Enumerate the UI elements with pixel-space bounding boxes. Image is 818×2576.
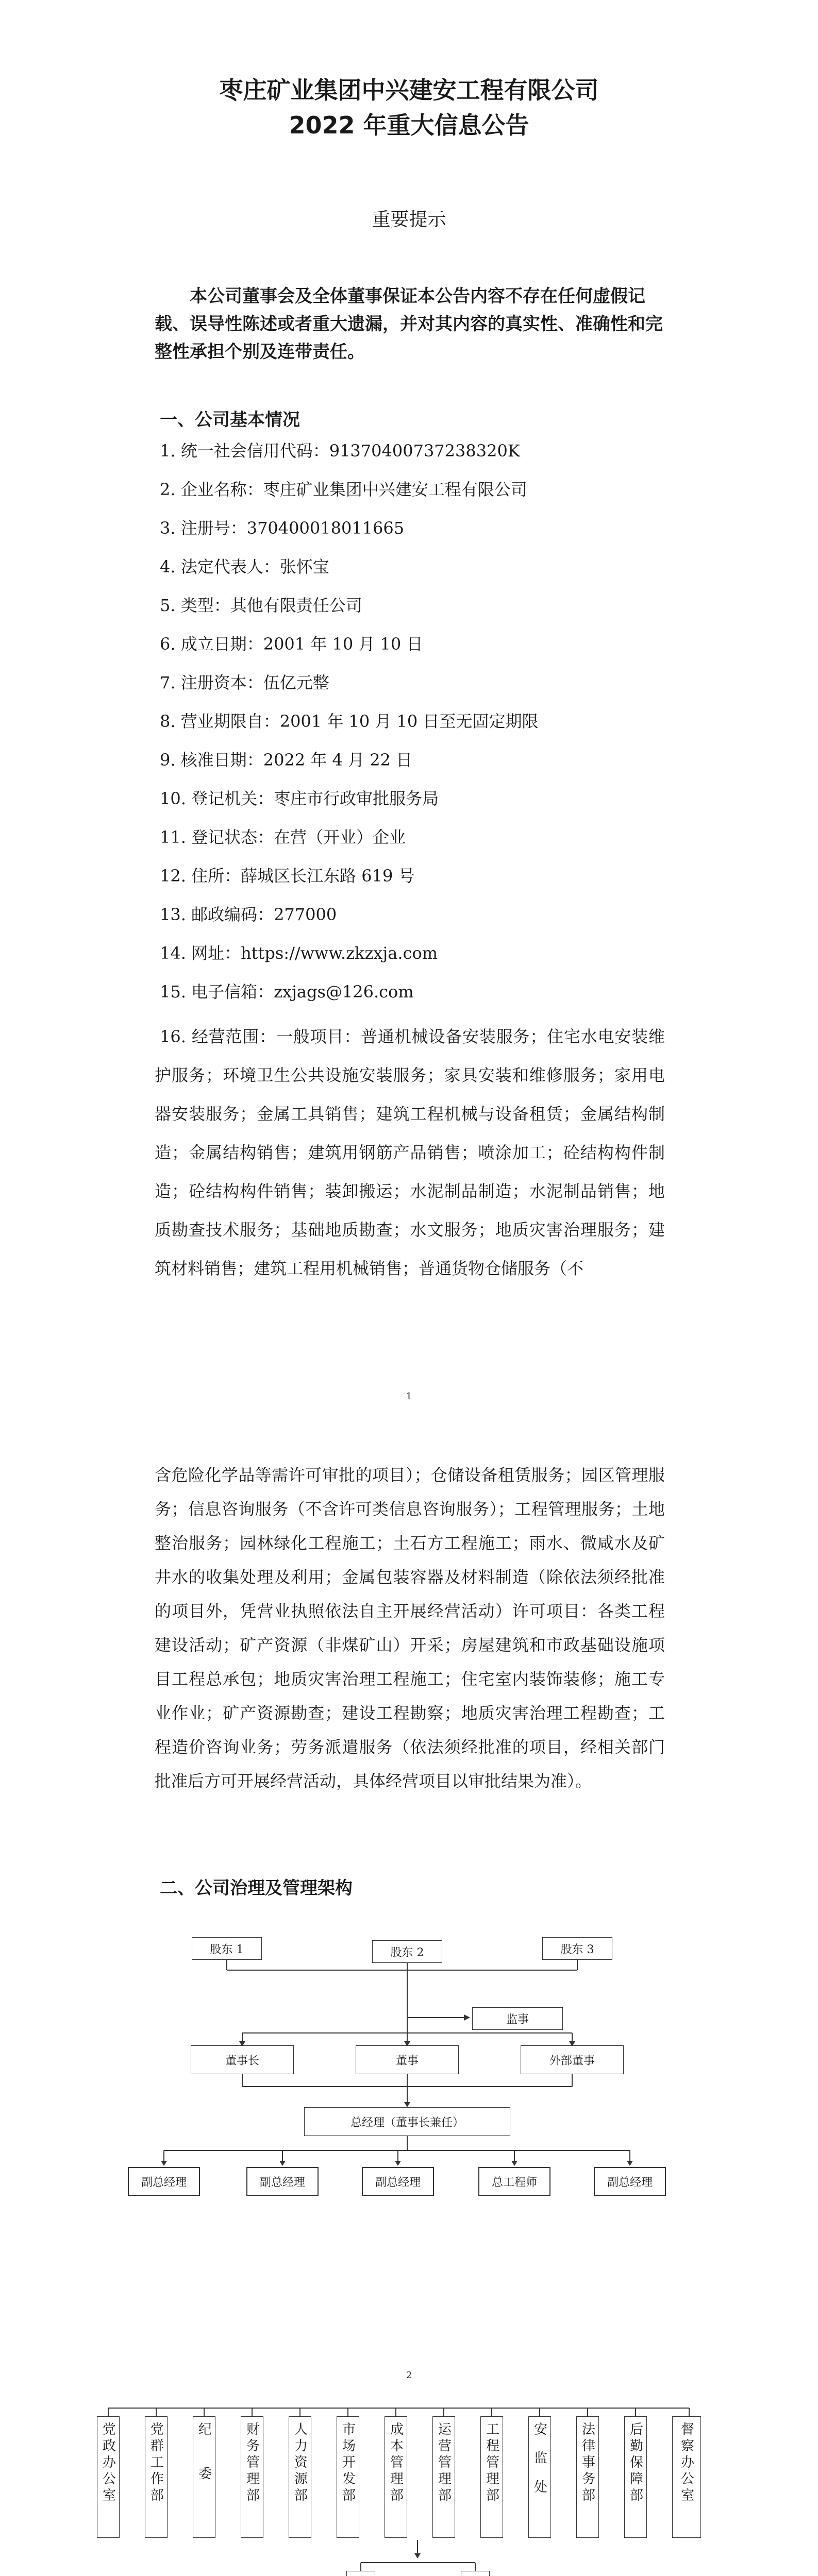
- department-box: 成本管理部: [385, 2416, 407, 2538]
- document-title-line2: 2022 年重大信息公告: [289, 111, 529, 139]
- info-item: 15. 电子信箱：zxjags@126.com: [160, 982, 414, 1002]
- info-item: 1. 统一社会信用代码：91370400737238320K: [160, 441, 520, 461]
- executive-box: 副总经理: [594, 2167, 666, 2196]
- department-box: 党政办公室: [97, 2416, 120, 2538]
- info-item: 5. 类型：其他有限责任公司: [160, 596, 362, 615]
- info-item: 11. 登记状态：在营（开业）企业: [160, 827, 406, 847]
- subsidiary-box: [346, 2571, 375, 2576]
- info-item: 9. 核准日期：2022 年 4 月 22 日: [160, 750, 413, 770]
- department-box: 市场开发部: [337, 2416, 359, 2538]
- info-item: 6. 成立日期：2001 年 10 月 10 日: [160, 634, 423, 654]
- department-box: 督察办公室: [672, 2416, 701, 2538]
- section1-heading: 一、公司基本情况: [160, 410, 300, 430]
- info-item: 12. 住所：薛城区长江东路 619 号: [160, 866, 415, 886]
- section2-heading: 二、公司治理及管理架构: [160, 1878, 353, 1899]
- department-box: 法律事务部: [576, 2416, 599, 2538]
- supervisor-box: 监事: [472, 2007, 563, 2030]
- executive-box: 副总经理: [362, 2167, 434, 2196]
- department-box: 后勤保障部: [624, 2416, 647, 2538]
- info-item: 4. 法定代表人：张怀宝: [160, 557, 329, 577]
- shareholder-box: 股东 2: [372, 1940, 442, 1963]
- department-box: 纪委: [193, 2416, 215, 2538]
- shareholder-box: 股东 3: [542, 1937, 612, 1960]
- department-box: 安监处: [528, 2416, 551, 2538]
- business-scope-part2: 含危险化学品等需许可审批的项目）；仓储设备租赁服务；园区管理服务；信息咨询服务（不含许可类信息咨询服务）；工程管理服务；土地整治服务；园林绿化工程施工；土石方工程施工；雨水、微咸水及矿井水的收集处理及利用；金属包装容器及材料制造（除依法须经批准的项目外，凭营业执照依法自主开展经营活动）许可项目：各类工程建设活动；矿产资源（非煤矿山）开采；房屋建筑和市政基础设施项目工程总承包；地质灾害治理工程施工；住宅室内装饰装修；施工专业作业；矿产资源勘查；建设工程勘察；地质灾害治理工程勘查；工程造价咨询业务；劳务派遣服务（依法须经批准的项目，经相关部门批准后方可开展经营活动，具体经营项目以审批结果为准）。: [155, 1465, 665, 1791]
- info-item: 8. 营业期限自：2001 年 10 月 10 日至无固定期限: [160, 711, 539, 731]
- info-item: 10. 登记机关：枣庄市行政审批服务局: [160, 789, 439, 808]
- info-item: 3. 注册号：370400018011665: [160, 518, 405, 538]
- board-external-director-box: 外部董事: [521, 2045, 624, 2074]
- executive-box: 总工程师: [478, 2167, 550, 2196]
- info-item: 13. 邮政编码：277000: [160, 905, 337, 924]
- info-item: 7. 注册资本：伍亿元整: [160, 673, 329, 692]
- executive-box: 副总经理: [128, 2167, 200, 2196]
- department-box: 党群工作部: [145, 2416, 168, 2538]
- document-title-line1: 枣庄矿业集团中兴建安工程有限公司: [219, 76, 599, 104]
- executive-box: 副总经理: [246, 2167, 319, 2196]
- page-number: 1: [406, 1391, 412, 1402]
- board-director-box: 董事: [356, 2045, 459, 2074]
- page-number: 2: [406, 2370, 412, 2381]
- info-item: 14. 网址：https://www.zkzxja.com: [160, 943, 438, 963]
- general-manager-box: 总经理（董事长兼任）: [304, 2107, 510, 2136]
- business-scope-part1: 16. 经营范围：一般项目：普通机械设备安装服务；住宅水电安装维护服务；环境卫生公共设施安装服务；家具安装和维修服务；家用电器安装服务；金属工具销售；建筑工程机械与设备租赁；金属结构制造；金属结构销售；建筑用钢筋产品销售；喷涂加工；砼结构构件制造；砼结构构件销售；装卸搬运；水泥制品制造；水泥制品销售；地质勘查技术服务；基础地质勘查；水文服务；地质灾害治理服务；建筑材料销售；建筑工程用机械销售；普通货物仓储服务（不: [155, 1027, 665, 1278]
- department-box: 财务管理部: [241, 2416, 263, 2538]
- info-item: 2. 企业名称：枣庄矿业集团中兴建安工程有限公司: [160, 480, 527, 499]
- board-statement: 本公司董事会及全体董事保证本公告内容不存在任何虚假记载、误导性陈述或者重大遗漏，并对其内容的真实性、准确性和完整性承担个别及连带责任。: [155, 286, 663, 362]
- board-chairman-box: 董事长: [191, 2045, 294, 2074]
- department-box: 工程管理部: [480, 2416, 503, 2538]
- department-box: 运营管理部: [432, 2416, 455, 2538]
- subsidiary-box: [461, 2571, 490, 2576]
- shareholder-box: 股东 1: [192, 1937, 262, 1960]
- department-box: 人力资源部: [289, 2416, 311, 2538]
- important-notice-heading: 重要提示: [372, 209, 446, 230]
